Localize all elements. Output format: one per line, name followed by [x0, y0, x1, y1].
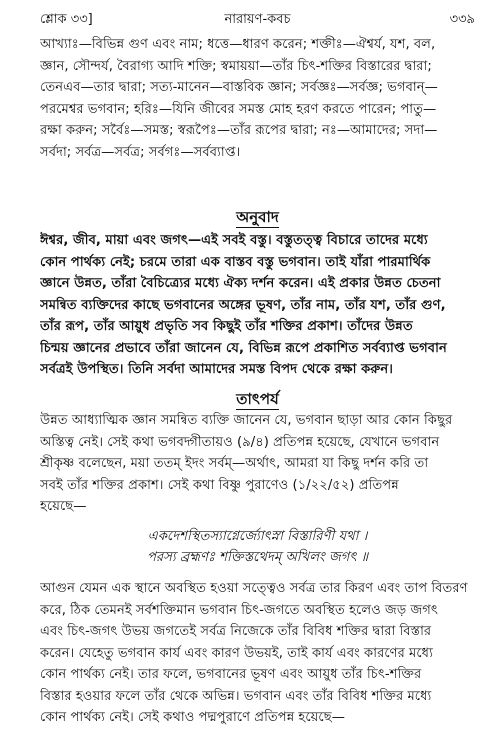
- verse-line: পরস্য ব্রহ্মণঃ শক্তিস্তথেদম্ অখিলং জগৎ ॥: [146, 550, 369, 565]
- translation-line: সর্বত্রই উপস্থিত। তিনি সর্বদা আমাদের সমস্ত বিপদ থেকে রক্ষা করুন।: [40, 362, 394, 377]
- translation-line: চিন্ময় জ্ঞানের প্রভাবে তাঁরা জানেন যে, বিভিন্ন রূপে প্রকাশিত সর্বব্যাপ্ত ভগবান: [40, 340, 447, 356]
- translation-line: ঈশ্বর, জীব, মায়া এবং জগৎ—এই সবই বস্তু। বস্তুতত্ত্ব বিচারে তাদের মধ্যে: [40, 233, 428, 248]
- verse-line: একদেশস্থিতস্যাগ্নের্জ্যোৎস্না বিস্তারিণী যথা ।: [147, 529, 368, 544]
- chapter-title: নারায়ণ-কবচ: [224, 12, 291, 27]
- purport-line: কোন পার্থক্য নেই। সেই কথাও পদ্মপুরাণে প্রতিপন্ন হয়েছে—: [40, 710, 345, 725]
- translation-heading: [40, 206, 475, 231]
- synonyms-line: তেনএব—তার দ্বারা; সত্য-মানেন—বাস্তবিক জ্ঞান; সর্বজ্ঞঃ—সর্বজ্ঞ; ভগবান্—: [40, 80, 438, 95]
- quoted-verse: [40, 526, 475, 568]
- translation-line: সমন্বিত ব্যক্তিদের কাছে ভগবানের অঙ্গের ভূষণ, তাঁর নাম, তাঁর যশ, তাঁর গুণ,: [40, 297, 446, 313]
- page-header: [40, 10, 475, 30]
- purport-line: করে, ঠিক তেমনই সর্বশক্তিমান ভগবান চিৎ-জগতে অবস্থিত হলেও জড় জগৎ: [40, 602, 438, 618]
- purport-line: বিস্তার হওয়ার ফলে তাঁর থেকে অভিন্ন। ভগবান এবং তাঁর বিবিধ শক্তির মধ্যে: [40, 688, 432, 704]
- purport-line: উন্নত আধ্যাত্মিক জ্ঞান সমন্বিত ব্যক্তি জানেন যে, ভগবান ছাড়া আর কোন কিছুর: [40, 413, 453, 428]
- translation-line: কোন পার্থক্য নেই; চরমে তারা এক বাস্তব বস্তু ভগবান। তাই যাঁরা পারমার্থিক: [40, 254, 431, 270]
- purport-line: করেন। যেহেতু ভগবান কার্য এবং কারণ উভয়ই, তাই কার্য এবং কারণের মধ্যে: [40, 645, 433, 661]
- synonyms-line: পরমেশ্বর ভগবান; হরিঃ—যিনি জীবের সমস্ত মোহ হরণ করতে পারেন; পাতু—: [40, 101, 437, 117]
- purport-line: কোন পার্থক্য নেই। তার ফলে, ভগবানের ভূষণ এবং আয়ুধ তাঁর চিৎ-শক্তির: [40, 667, 422, 682]
- synonyms-line: জ্ঞান, সৌন্দর্য, বৈরাগ্য আদি শক্তি; স্বমায়য়া—তাঁর চিৎ-শক্তির বিস্তারের দ্বারা;: [40, 58, 432, 74]
- page-number: ৩৩৯: [449, 12, 475, 27]
- purport-line: সবই তাঁর শক্তির প্রকাশ। সেই কথা বিষ্ণু পুরাণেও (১/২২/৫২) প্রতিপন্ন: [40, 477, 399, 493]
- verse-reference: শ্লোক ৩৩]: [40, 12, 93, 27]
- purport-heading-text: তাৎপর্য: [236, 390, 279, 408]
- translation-line: জ্ঞানে উন্নত, তাঁরা বৈচিত্র্যের মধ্যে ঐক্য দর্শন করেন। এই প্রকার উন্নত চেতনা: [40, 276, 441, 291]
- translation-section: [40, 230, 475, 381]
- synonyms-line: সর্বদা; সর্বত্র—সর্বত্র; সর্বগঃ—সর্বব্যাপ্ত।: [40, 144, 241, 160]
- purport-line: হয়েছে—: [40, 499, 87, 514]
- purport-line: এবং চিৎ-জগৎ উভয় জগতেই সর্বত্র নিজেকে তাঁর বিবিধ শক্তির দ্বারা বিস্তার: [40, 624, 432, 639]
- translation-line: তাঁর রূপ, তাঁর আয়ুধ প্রভৃতি সব কিছুই তাঁর শক্তির প্রকাশ। তাঁদের উন্নত: [40, 319, 413, 334]
- synonyms-line: রক্ষা করুন; সর্বৈঃ—সমস্ত; স্বরূপৈঃ—তাঁর রূপের দ্বারা; নঃ—আমাদের; সদা—: [40, 123, 438, 138]
- purport-line: আগুন যেমন এক স্থানে অবস্থিত হওয়া সত্ত্বেও সর্বত্র তার কিরণ এবং তাপ বিতরণ: [40, 581, 468, 596]
- synonyms-section: [40, 34, 475, 163]
- purport-line: শ্রীকৃষ্ণ বলেছেন, ময়া ততম্ ইদং সর্বম্—অর্থাৎ, আমরা যা কিছু দর্শন করি তা: [40, 456, 429, 471]
- purport-section-b: [40, 578, 475, 729]
- synonyms-line: আখ্যাঃ—বিভিন্ন গুণ এবং নাম; ধত্তে—ধারণ করেন; শক্তীঃ—ঐশ্বর্য, যশ, বল,: [40, 37, 436, 52]
- translation-heading-text: অনুবাদ: [236, 208, 279, 226]
- purport-line: অস্তিত্ব নেই। সেই কথা ভগবদ্গীতায়ও (৯/৪) প্রতিপন্ন হয়েছে, যেখানে ভগবান: [40, 434, 440, 450]
- purport-section-a: [40, 410, 475, 518]
